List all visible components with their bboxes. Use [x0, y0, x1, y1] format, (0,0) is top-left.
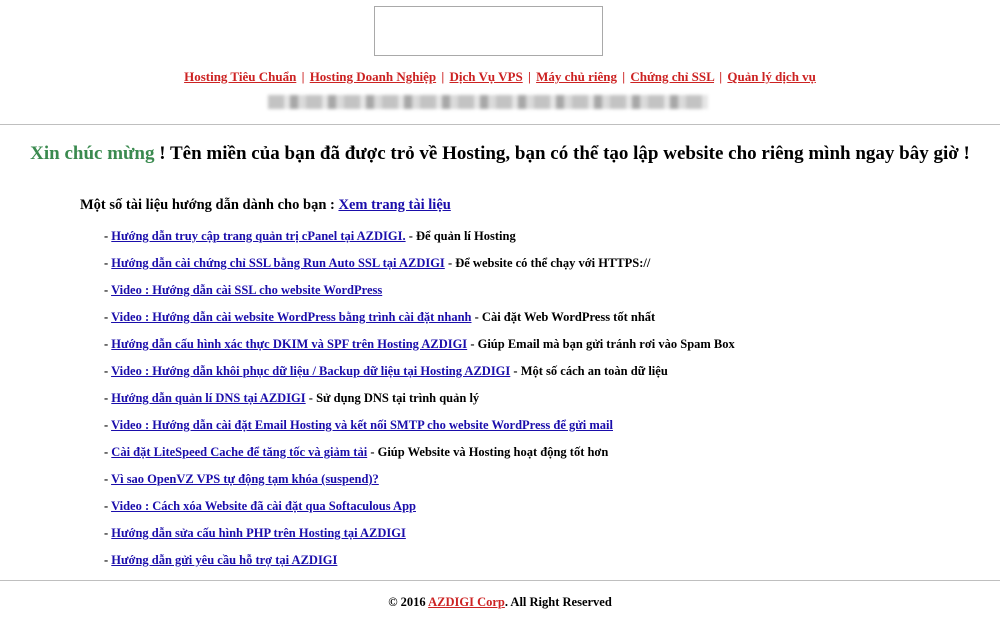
footer-suffix: . All Right Reserved: [504, 595, 612, 609]
guide-description: - Cài đặt Web WordPress tốt nhất: [471, 310, 656, 324]
nav-separator: |: [622, 69, 626, 84]
list-bullet: -: [104, 553, 112, 567]
guide-description: - Sử dụng DNS tại trình quản lý: [305, 391, 480, 405]
guide-link[interactable]: Hướng dẫn truy cập trang quản trị cPanel tại AZDIGI.: [111, 229, 406, 243]
guide-link[interactable]: Cài đặt LiteSpeed Cache để tăng tốc và giảm tải: [111, 445, 368, 459]
bottom-divider: [0, 580, 1000, 581]
top-divider: [0, 124, 1000, 125]
list-item: [104, 417, 735, 444]
list-item: [104, 228, 735, 255]
footer-company-link[interactable]: AZDIGI Corp: [428, 595, 505, 609]
guide-link[interactable]: Hướng dẫn gửi yêu cầu hỗ trợ tại AZDIGI: [111, 553, 338, 567]
list-bullet: -: [104, 445, 112, 459]
guide-link[interactable]: Hướng dẫn cài chứng chỉ SSL bằng Run Auto SSL tại AZDIGI: [111, 256, 445, 270]
docs-intro: [80, 197, 451, 214]
list-item: [104, 390, 735, 417]
nav-separator: |: [719, 69, 723, 84]
list-item: [104, 282, 735, 309]
nav-dich-vu-vps[interactable]: Dịch Vụ VPS: [449, 69, 523, 84]
list-item: [104, 444, 735, 471]
list-bullet: -: [104, 418, 112, 432]
guide-description: - Giúp Email mà bạn gửi tránh rơi vào Spam Box: [467, 337, 735, 351]
footer: [0, 595, 1000, 610]
guide-link[interactable]: Hướng dẫn cấu hình xác thực DKIM và SPF trên Hosting AZDIGI: [111, 337, 468, 351]
footer-prefix: © 2016: [388, 595, 429, 609]
headline-highlight: Xin chúc mừng: [30, 143, 155, 164]
redacted-info-bar: [268, 95, 708, 109]
list-bullet: -: [104, 337, 112, 351]
guide-link[interactable]: Hướng dẫn quản lí DNS tại AZDIGI: [111, 391, 306, 405]
nav-separator: |: [441, 69, 445, 84]
list-bullet: -: [104, 256, 112, 270]
nav-may-chu-rieng[interactable]: Máy chủ riêng: [536, 69, 617, 84]
guide-description: - Để website có thể chạy với HTTPS://: [444, 256, 651, 270]
guide-list: [104, 228, 735, 579]
list-bullet: -: [104, 499, 112, 513]
top-nav: [0, 69, 1000, 85]
docs-intro-text: Một số tài liệu hướng dẫn dành cho bạn :: [80, 197, 339, 213]
list-bullet: -: [104, 229, 112, 243]
guide-link[interactable]: Video : Hướng dẫn cài website WordPress bằng trình cài đặt nhanh: [111, 310, 472, 324]
list-item: [104, 255, 735, 282]
docs-page-link[interactable]: Xem trang tài liệu: [338, 197, 451, 213]
headline: [0, 143, 1000, 165]
list-bullet: -: [104, 526, 112, 540]
guide-description: - Giúp Website và Hosting hoạt động tốt hơn: [367, 445, 609, 459]
list-item: [104, 525, 735, 552]
guide-link[interactable]: Video : Cách xóa Website đã cài đặt qua Softaculous App: [111, 499, 416, 513]
list-item: [104, 336, 735, 363]
guide-link[interactable]: Hướng dẫn sửa cấu hình PHP trên Hosting tại AZDIGI: [111, 526, 406, 540]
list-item: [104, 471, 735, 498]
list-bullet: -: [104, 283, 112, 297]
nav-separator: |: [527, 69, 531, 84]
guide-link[interactable]: Video : Hướng dẫn cài SSL cho website WordPress: [111, 283, 383, 297]
list-item: [104, 363, 735, 390]
list-bullet: -: [104, 472, 112, 486]
nav-quan-ly-dich-vu[interactable]: Quản lý dịch vụ: [727, 69, 816, 84]
nav-chung-chi-ssl[interactable]: Chứng chỉ SSL: [630, 69, 715, 84]
list-item: [104, 498, 735, 525]
guide-description: - Một số cách an toàn dữ liệu: [510, 364, 668, 378]
guide-link[interactable]: Vì sao OpenVZ VPS tự động tạm khóa (suspend)?: [111, 472, 379, 486]
guide-link[interactable]: Video : Hướng dẫn cài đặt Email Hosting và kết nối SMTP cho website WordPress để gửi mail: [111, 418, 613, 432]
logo-image-placeholder: [374, 6, 603, 56]
guide-link[interactable]: Video : Hướng dẫn khôi phục dữ liệu / Backup dữ liệu tại Hosting AZDIGI: [111, 364, 511, 378]
list-item: [104, 552, 735, 579]
guide-description: - Để quản lí Hosting: [405, 229, 516, 243]
headline-text: ! Tên miền của bạn đã được trỏ về Hosting, bạn có thể tạo lập website cho riêng mình ngay bây giờ !: [154, 143, 970, 164]
nav-separator: |: [301, 69, 305, 84]
nav-hosting-tieu-chuan[interactable]: Hosting Tiêu Chuẩn: [184, 69, 297, 84]
list-bullet: -: [104, 364, 112, 378]
nav-hosting-doanh-nghiep[interactable]: Hosting Doanh Nghiệp: [309, 69, 437, 84]
list-item: [104, 309, 735, 336]
list-bullet: -: [104, 310, 112, 324]
list-bullet: -: [104, 391, 112, 405]
